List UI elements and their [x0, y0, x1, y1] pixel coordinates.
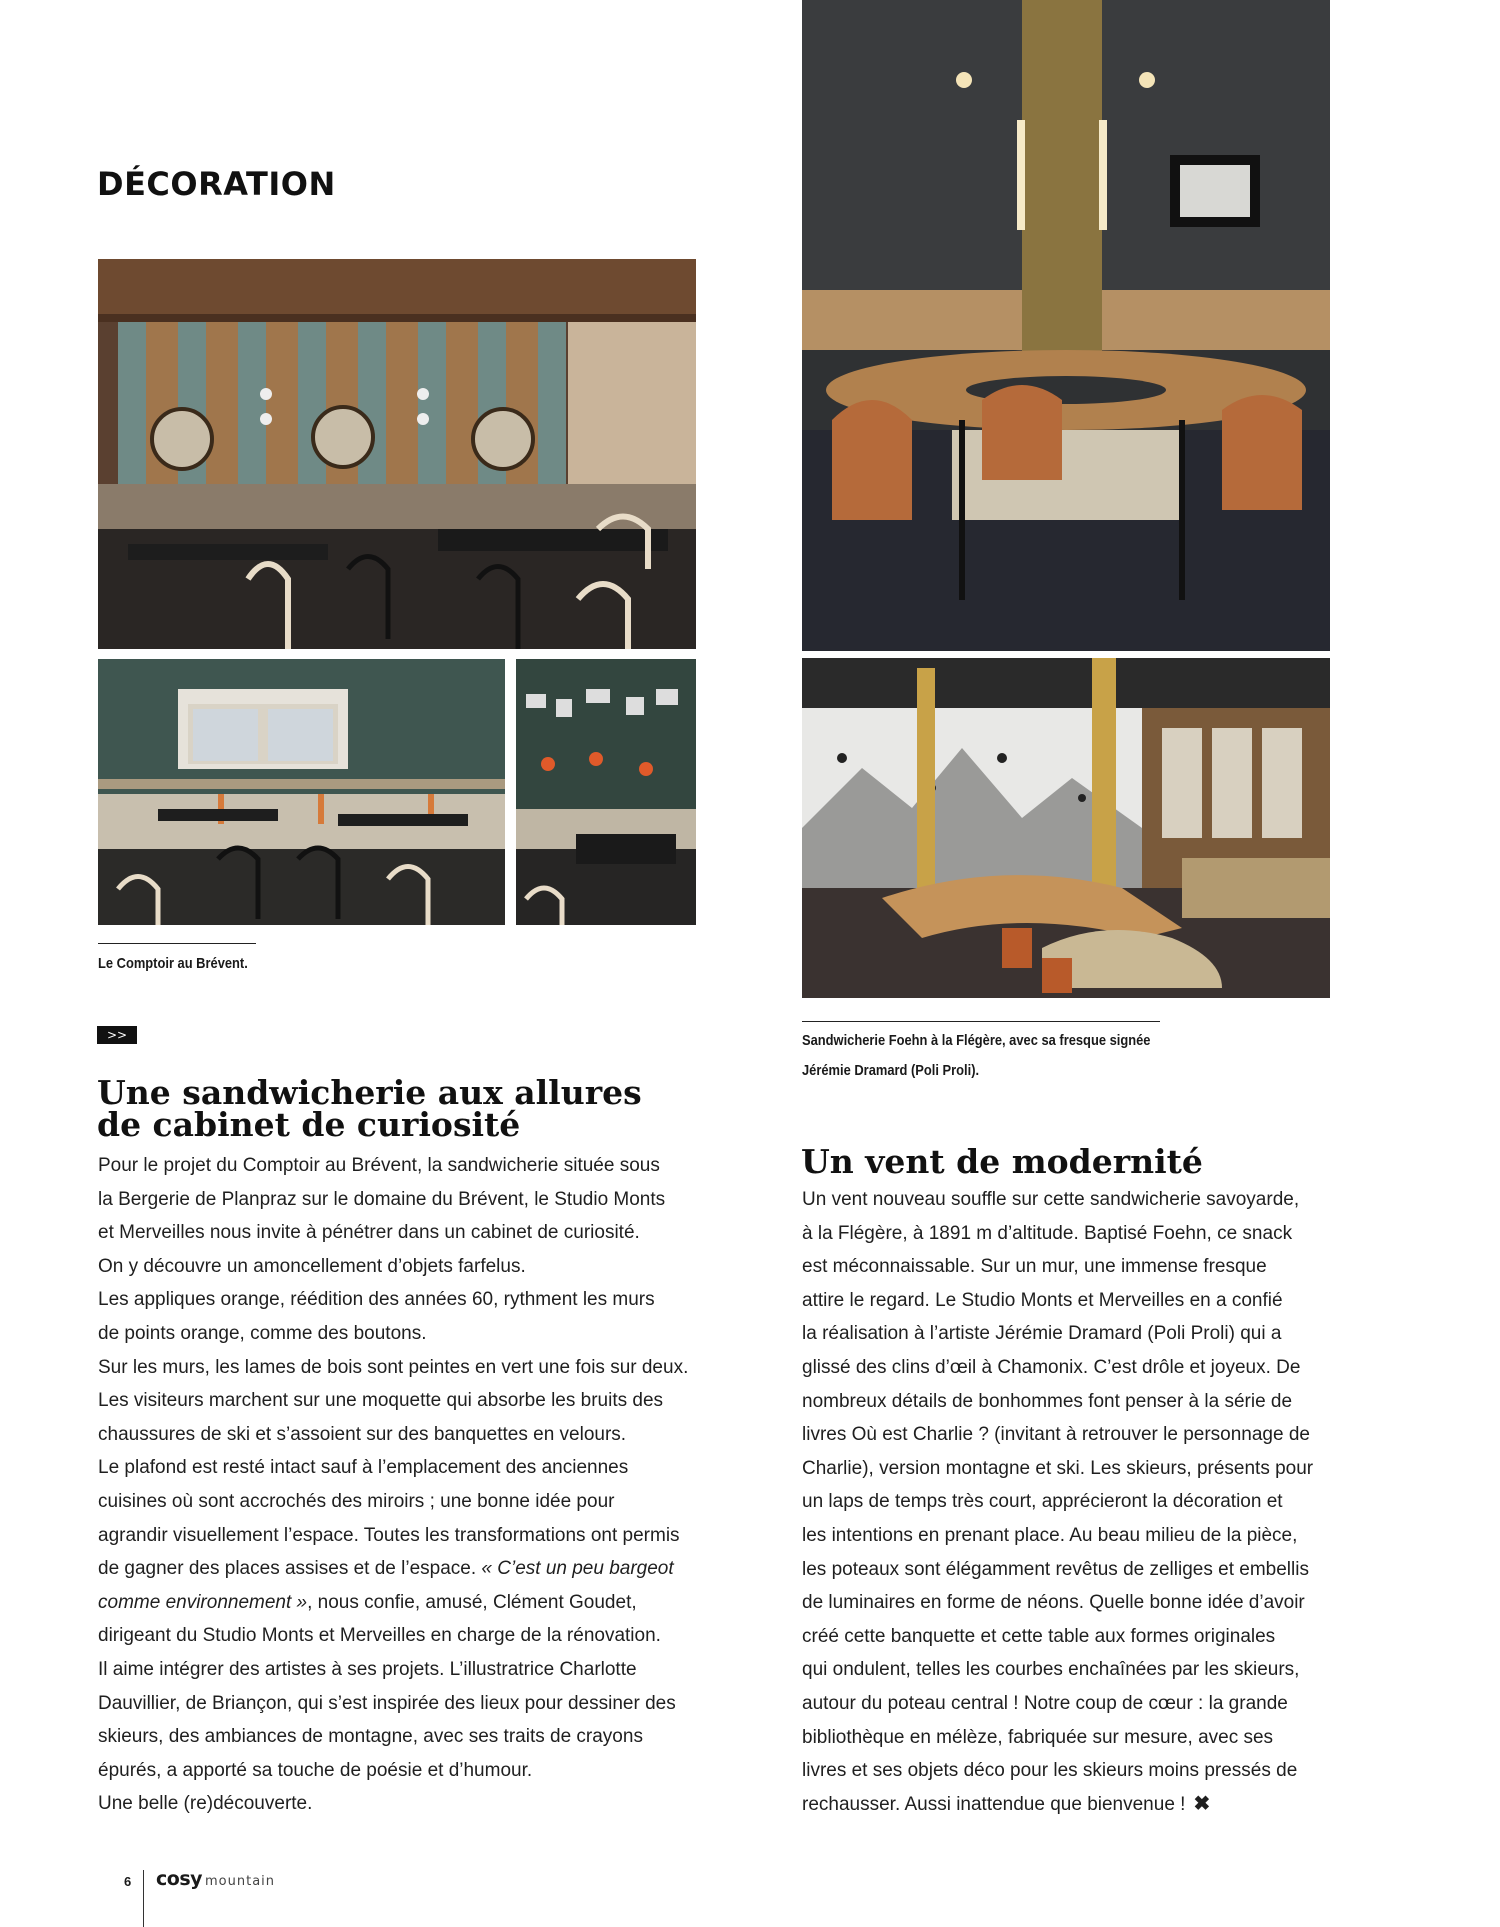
photo-foehn-fresque: [802, 658, 1330, 998]
photo-caption-right: [802, 1026, 1150, 1086]
body-segment: rechausser. Aussi inattendue que bienvenue !: [802, 1793, 1186, 1815]
body-line: la réalisation à l’artiste Jérémie Dramard (Poli Proli) qui a: [802, 1323, 1282, 1345]
quote-segment: « C’est un peu bargeot: [481, 1558, 674, 1580]
body-line: nombreux détails de bonhommes font penser à la série de: [802, 1390, 1293, 1412]
body-line: Le plafond est resté intact sauf à l’emplacement des anciennes: [98, 1457, 629, 1479]
article-body-right: [802, 1183, 1422, 1821]
body-line: chaussures de ski et s’assoient sur des banquettes en velours.: [98, 1423, 627, 1445]
body-line: créé cette banquette et cette table aux formes originales: [802, 1625, 1276, 1647]
caption-rule-right: [802, 1021, 1160, 1022]
body-line: skieurs, des ambiances de montagne, avec ses traits de crayons: [98, 1726, 643, 1748]
body-line: Pour le projet du Comptoir au Brévent, la sandwicherie située sous: [98, 1155, 660, 1176]
body-line: cuisines où sont accrochés des miroirs ; une bonne idée pour: [98, 1490, 615, 1512]
body-line: les intentions en prenant place. Au beau milieu de la pièce,: [802, 1524, 1298, 1546]
body-line: épurés, a apporté sa touche de poésie et d’humour.: [98, 1759, 533, 1781]
body-line: un laps de temps très court, apprécieront la décoration et: [802, 1491, 1283, 1513]
body-line: glissé des clins d’œil à Chamonix. C’est drôle et joyeux. De: [802, 1356, 1301, 1378]
body-line: Un vent nouveau souffle sur cette sandwicherie savoyarde,: [802, 1189, 1300, 1210]
photo-comptoir-wall: [516, 659, 696, 925]
footer-divider: [143, 1870, 144, 1927]
body-line: dirigeant du Studio Monts et Merveilles en charge de la rénovation.: [98, 1625, 661, 1647]
body-line: livres et ses objets déco pour les skieurs moins pressés de: [802, 1760, 1298, 1782]
body-line: est méconnaissable. Sur un mur, une immense fresque: [802, 1256, 1267, 1278]
quote-segment: comme environnement »: [98, 1591, 308, 1613]
body-line: [802, 1788, 1422, 1822]
caption-line: Sandwicherie Foehn à la Flégère, avec sa fresque signée: [802, 1032, 1151, 1049]
body-segment: de gagner des places assises et de l’espace.: [98, 1558, 482, 1580]
body-line: On y découvre un amoncellement d’objets farfelus.: [98, 1255, 526, 1277]
body-line: Les visiteurs marchent sur une moquette qui absorbe les bruits des: [98, 1390, 664, 1412]
body-line: à la Flégère, à 1891 m d’altitude. Baptisé Foehn, ce snack: [802, 1222, 1293, 1244]
article-headline-right: Un vent de modernité: [801, 1142, 1203, 1181]
photo-comptoir-main: [98, 259, 696, 649]
headline-line: Une sandwicherie aux allures: [97, 1073, 642, 1112]
body-line: de points orange, comme des boutons.: [98, 1322, 427, 1344]
logo-sub: mountain: [205, 1874, 276, 1889]
body-segment: , nous confie, amusé, Clément Goudet,: [307, 1591, 637, 1613]
magazine-logo: [156, 1868, 275, 1890]
caption-line: Jérémie Dramard (Poli Proli).: [802, 1062, 980, 1079]
body-line: livres Où est Charlie ? (invitant à retrouver le personnage de: [802, 1424, 1310, 1446]
body-line: Charlie), version montagne et ski. Les skieurs, présents pour: [802, 1457, 1314, 1479]
body-line: [98, 1586, 708, 1620]
body-line: les poteaux sont élégamment revêtus de zelliges et embellis: [802, 1558, 1309, 1580]
body-line: qui ondulent, telles les courbes enchaînées par les skieurs,: [802, 1659, 1300, 1681]
body-line: [98, 1552, 708, 1586]
body-line: autour du poteau central ! Notre coup de cœur : la grande: [802, 1692, 1288, 1714]
page-number: 6: [124, 1874, 132, 1889]
photo-comptoir-bench: [98, 659, 505, 925]
logo-main: cosy: [156, 1868, 203, 1890]
body-line: bibliothèque en mélèze, fabriquée sur mesure, avec ses: [802, 1726, 1274, 1748]
double-chevron-right-icon: >>: [97, 1026, 137, 1044]
caption-rule-left: [98, 943, 256, 944]
body-line: Une belle (re)découverte.: [98, 1793, 313, 1815]
body-line: Dauvillier, de Briançon, qui s’est inspirée des lieux pour dessiner des: [98, 1692, 676, 1714]
photo-foehn-main: [802, 0, 1330, 651]
headline-line: de cabinet de curiosité: [97, 1105, 521, 1144]
body-line: Sur les murs, les lames de bois sont peintes en vert une fois sur deux.: [98, 1356, 689, 1378]
body-line: Les appliques orange, réédition des années 60, rythment les murs: [98, 1289, 655, 1311]
section-heading: DÉCORATION: [97, 165, 336, 203]
body-line: de luminaires en forme de néons. Quelle bonne idée d’avoir: [802, 1592, 1305, 1614]
photo-caption-left: Le Comptoir au Brévent.: [98, 955, 248, 972]
article-body-left: [98, 1149, 708, 1821]
body-line: Il aime intégrer des artistes à ses projets. L’illustratrice Charlotte: [98, 1658, 637, 1680]
body-line: agrandir visuellement l’espace. Toutes les transformations ont permis: [98, 1524, 680, 1546]
article-headline-left: [97, 1073, 642, 1144]
body-line: la Bergerie de Planpraz sur le domaine du Brévent, le Studio Monts: [98, 1188, 666, 1210]
body-line: et Merveilles nous invite à pénétrer dans un cabinet de curiosité.: [98, 1222, 640, 1244]
body-line: attire le regard. Le Studio Monts et Merveilles en a confié: [802, 1289, 1283, 1311]
end-mark-icon: ✖: [1193, 1792, 1211, 1815]
